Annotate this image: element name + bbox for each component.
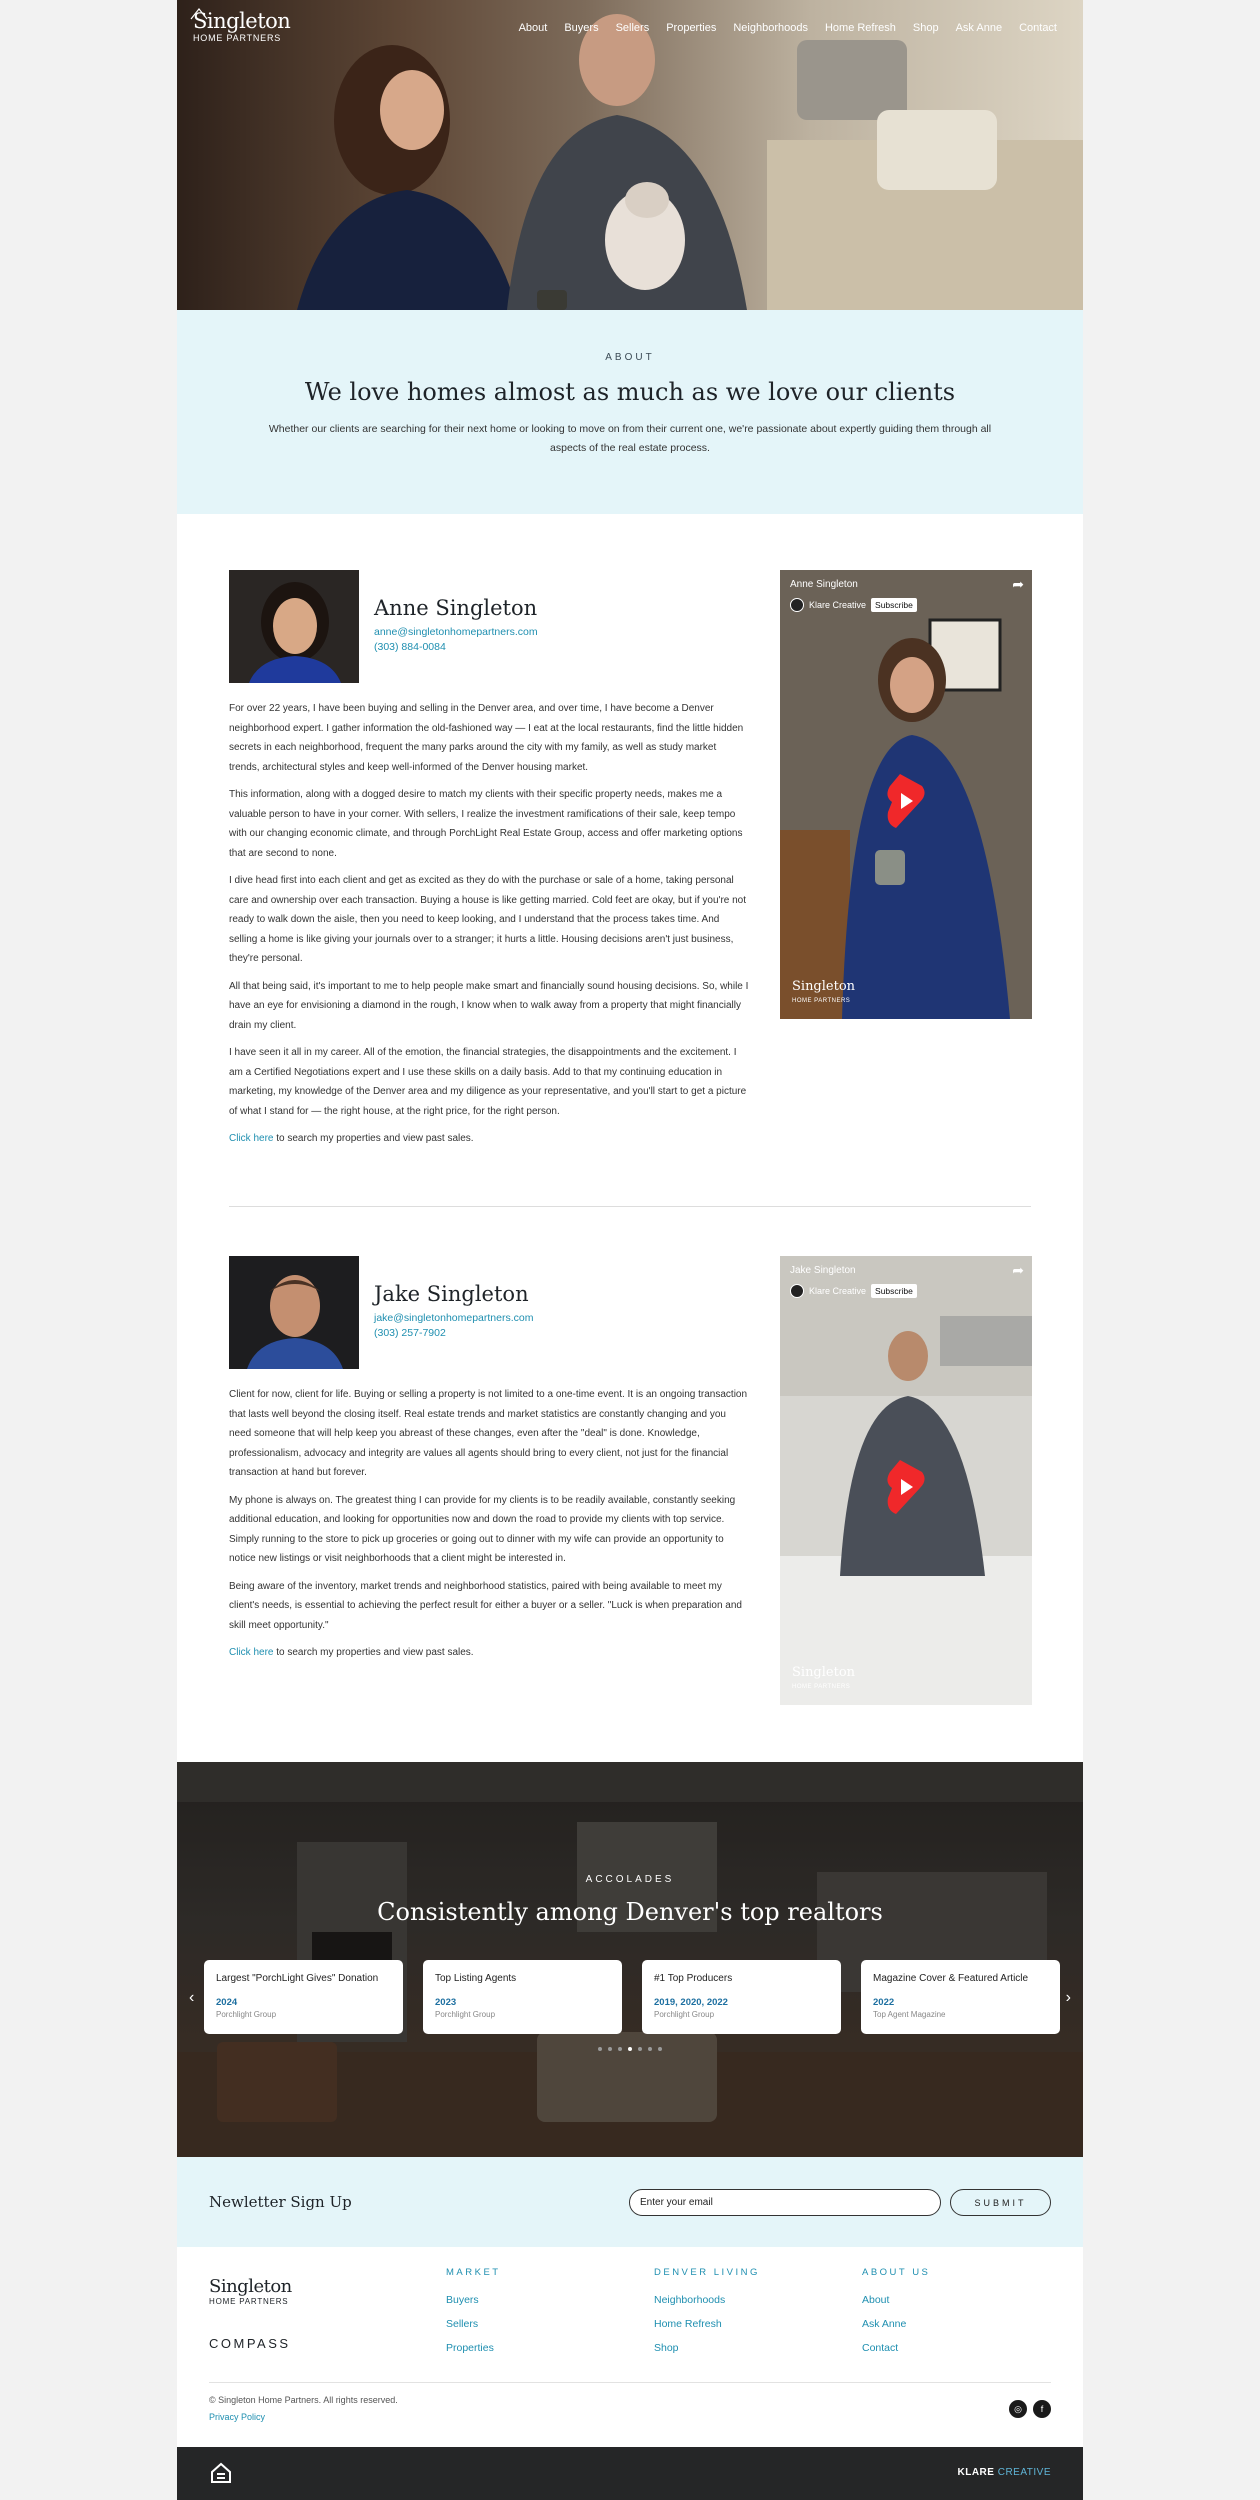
nav-sellers[interactable]: Sellers: [615, 22, 650, 34]
play-icon[interactable]: [882, 772, 928, 830]
equal-housing-icon: [209, 2461, 233, 2485]
submit-button[interactable]: SUBMIT: [950, 2189, 1051, 2216]
footer-link-neighborhoods[interactable]: Neighborhoods: [654, 2294, 726, 2306]
footer-logo-name: Singleton: [209, 2276, 292, 2297]
accolade-title: #1 Top Producers: [654, 1973, 733, 1984]
video-watermark: Singleton HOME PARTNERS: [792, 1665, 856, 1690]
nav-neighborhoods[interactable]: Neighborhoods: [733, 22, 808, 34]
anne-email-link[interactable]: anne@singletonhomepartners.com: [374, 626, 538, 638]
hero-banner: [177, 0, 1083, 310]
accolade-title: Magazine Cover & Featured Article: [873, 1973, 1029, 1984]
footer-divider: [209, 2382, 1051, 2383]
footer-heading: DENVER LIVING: [654, 2267, 760, 2278]
cta-text: to search my properties and view past sales.: [273, 1133, 474, 1144]
anne-name: Anne Singleton: [374, 596, 538, 620]
jake-name: Jake Singleton: [374, 1282, 529, 1306]
copyright: © Singleton Home Partners. All rights reserved.: [209, 2395, 398, 2405]
bottom-bar: [177, 2447, 1083, 2500]
video-channel: [790, 598, 917, 612]
footer-heading: ABOUT US: [862, 2267, 931, 2278]
accolade-title: Top Listing Agents: [435, 1973, 517, 1984]
credit-klare: KLARE: [957, 2467, 995, 2478]
carousel-dot[interactable]: [628, 2047, 632, 2051]
carousel-dot[interactable]: [658, 2047, 662, 2051]
about-eyebrow: ABOUT: [605, 352, 655, 363]
bio-paragraph: This information, along with a dogged desire to match my clients with their specific property needs, makes me a valuable person to have in your corner. With sellers, I realize the investment ramifications of their sale, keep tempo with our changing economic climate, and through PorchLight Real Estate Group, access and offer marketing options that are second to none.: [229, 789, 743, 859]
bio-paragraph: My phone is always on. The greatest thing I can provide for my clients is to be readily available, constantly seeking additional education, and looking for opportunities now and down the road to provide my clients with top service. Simply running to the store to pick up groceries or going out to dinner with my wife can provide an opportunity to notice new listings or visit neighborhoods that a client might be interested in.: [229, 1494, 736, 1564]
facebook-icon[interactable]: f: [1033, 2400, 1051, 2418]
bio-paragraph: For over 22 years, I have been buying and selling in the Denver area, and over time, I have become a Denver neighborhood expert. I gather information the old-fashioned way — I eat at the local restaurants, find the little hidden secrets in each neighborhood, frequent the many parks around the city with my family, as well as study market trends, architectural styles and keep well-informed of the Denver housing market.: [229, 703, 744, 773]
channel-avatar: [790, 598, 804, 612]
carousel-prev-button[interactable]: ‹: [189, 1989, 195, 2006]
play-icon[interactable]: [882, 1458, 928, 1516]
footer-link-home-refresh[interactable]: Home Refresh: [654, 2318, 722, 2330]
accolade-cards: [204, 1960, 1060, 2034]
carousel-dot[interactable]: [638, 2047, 642, 2051]
share-icon[interactable]: ➦: [1012, 1262, 1024, 1278]
cta-text: to search my properties and view past sales.: [273, 1647, 474, 1658]
anne-video-player[interactable]: [780, 570, 1032, 1019]
instagram-icon[interactable]: ◎: [1009, 2400, 1027, 2418]
footer-logo-subtitle: HOME PARTNERS: [209, 2297, 289, 2306]
jake-phone-link[interactable]: (303) 257-7902: [374, 1327, 446, 1339]
carousel-dots: [177, 2047, 1083, 2051]
subscribe-button[interactable]: Subscribe: [871, 598, 917, 612]
accolade-year: 2023: [435, 1997, 457, 2008]
main-nav: [519, 22, 1057, 34]
jake-email-link[interactable]: jake@singletonhomepartners.com: [374, 1312, 534, 1324]
bio-paragraph: All that being said, it's important to me to help people make smart and financially sound housing decisions. So, while I have an eye for envisioning a diamond in the rough, I know when to walk away from a property that might financially drain my client.: [229, 980, 749, 1031]
accolade-card: [861, 1960, 1060, 2034]
jake-click-here-link[interactable]: Click here: [229, 1647, 274, 1658]
house-roof-icon: [189, 6, 209, 20]
accolade-year: 2024: [216, 1997, 238, 2008]
footer-logo[interactable]: [209, 2277, 292, 2306]
carousel-dot[interactable]: [598, 2047, 602, 2051]
newsletter-title: Newletter Sign Up: [209, 2193, 352, 2211]
carousel-dot[interactable]: [608, 2047, 612, 2051]
footer-link-shop[interactable]: Shop: [654, 2342, 679, 2354]
bio-cta: [229, 1129, 749, 1149]
bio-paragraph: Client for now, client for life. Buying or selling a property is not limited to a one-time event. It is an ongoing transaction that lasts well beyond the closing itself. Real estate trends and market statistics are constantly changing and you need someone that will help keep you abreast of these changes, even after the "deal" is done. Knowledge, professionalism, advocacy and integrity are values all agents should bring to every client, not just for the financial transaction at hand but forever.: [229, 1389, 748, 1478]
channel-name: Klare Creative: [809, 1286, 867, 1296]
footer-link-contact[interactable]: Contact: [862, 2342, 899, 2354]
video-title: Anne Singleton: [790, 579, 858, 590]
anne-phone-link[interactable]: (303) 884-0084: [374, 641, 446, 653]
carousel-next-button[interactable]: ›: [1065, 1989, 1071, 2006]
about-section: [177, 310, 1083, 514]
nav-ask-anne[interactable]: Ask Anne: [955, 22, 1003, 34]
channel-name: Klare Creative: [809, 600, 867, 610]
accolade-year: 2022: [873, 1997, 895, 2008]
accolade-card: [204, 1960, 403, 2034]
accolade-source: Top Agent Magazine: [873, 2010, 946, 2019]
footer-link-ask-anne[interactable]: Ask Anne: [862, 2318, 907, 2330]
bio-cta: [229, 1643, 749, 1663]
jake-headshot: [229, 1256, 359, 1369]
accolades-section: [177, 1762, 1083, 2157]
nav-properties[interactable]: Properties: [666, 22, 717, 34]
jake-bio: [229, 1385, 749, 1671]
accolade-title: Largest "PorchLight Gives" Donation: [216, 1973, 379, 1984]
carousel-dot[interactable]: [618, 2047, 622, 2051]
footer-column-market: [446, 2267, 501, 2366]
jake-video-player[interactable]: [780, 1256, 1032, 1705]
newsletter-section: [177, 2157, 1083, 2247]
footer-link-properties[interactable]: Properties: [446, 2342, 494, 2354]
section-divider: [229, 1206, 1031, 1207]
accolade-card: [423, 1960, 622, 2034]
logo-name: Singleton: [193, 9, 291, 33]
footer-column-denver-living: [654, 2267, 760, 2366]
about-text: Whether our clients are searching for their next home or looking to move on from their current one, we're passionate about expertly guiding them through all aspects of the real estate process.: [268, 423, 992, 454]
accolades-heading: Consistently among Denver's top realtors: [377, 1898, 883, 1926]
email-input[interactable]: [629, 2189, 941, 2216]
hero-photo: [177, 0, 1083, 310]
footer-link-buyers[interactable]: Buyers: [446, 2294, 479, 2306]
agent-anne: [229, 570, 1031, 1170]
anne-headshot: [229, 570, 359, 683]
nav-home-refresh[interactable]: Home Refresh: [824, 22, 896, 34]
footer-column-about-us: [862, 2267, 930, 2366]
share-icon[interactable]: ➦: [1012, 576, 1024, 592]
channel-avatar: [790, 1284, 804, 1298]
accolade-source: Porchlight Group: [435, 2010, 496, 2019]
accolade-year: 2019, 2020, 2022: [654, 1997, 728, 2008]
anne-bio: [229, 699, 749, 1157]
bio-paragraph: Being aware of the inventory, market trends and neighborhood statistics, paired with being available to meet my client's needs, is essential to achieving the perfect result for either a buyer or a seller. "Luck is when preparation and skill meet opportunity.": [229, 1580, 742, 1631]
about-heading: We love homes almost as much as we love our clients: [304, 378, 956, 406]
video-title: Jake Singleton: [790, 1265, 856, 1276]
privacy-policy-link[interactable]: Privacy Policy: [209, 2412, 266, 2422]
carousel-dot[interactable]: [648, 2047, 652, 2051]
credit-creative: CREATIVE: [997, 2467, 1051, 2478]
bio-paragraph: I dive head first into each client and get as excited as they do with the purchase or sale of a home, taking personal care and ownership over each transaction. Buying a house is like getting married. Cold feet are okay, but if you're not ready to walk down the aisle, then you need to keep looking, and I understand that the process takes time. And selling a home is like giving your journals over to a stranger; it hurts a little. Housing decisions aren't just business, they're personal.: [229, 875, 747, 964]
accolade-source: Porchlight Group: [654, 2010, 715, 2019]
accolade-source: Porchlight Group: [216, 2010, 277, 2019]
page: [177, 0, 1083, 2500]
video-channel: [790, 1284, 917, 1298]
footer-heading: MARKET: [446, 2267, 501, 2278]
site-logo[interactable]: [193, 10, 290, 43]
footer-link-about[interactable]: About: [862, 2294, 890, 2306]
video-watermark: Singleton HOME PARTNERS: [792, 979, 856, 1004]
accolade-card: [642, 1960, 841, 2034]
nav-contact[interactable]: Contact: [1019, 22, 1057, 34]
footer-link-sellers[interactable]: Sellers: [446, 2318, 479, 2330]
anne-click-here-link[interactable]: Click here: [229, 1133, 274, 1144]
klare-creative-credit[interactable]: [957, 2467, 1051, 2478]
logo-subtitle: HOME PARTNERS: [193, 33, 282, 43]
nav-about[interactable]: About: [518, 22, 548, 34]
accolades-eyebrow: ACCOLADES: [585, 1874, 675, 1885]
agent-jake: [229, 1256, 1031, 1716]
nav-buyers[interactable]: Buyers: [564, 22, 599, 34]
footer: [177, 2247, 1083, 2447]
compass-logo: COMPASS: [209, 2336, 291, 2351]
bio-paragraph: I have seen it all in my career. All of the emotion, the financial strategies, the disappointments and the excitement. I am a Certified Negotiations expert and I use these skills on a daily basis. Add to that my continuing education in marketing, my knowledge of the Denver area and my diligence as your representative, and you'll start to get a picture of what I stand for — the right house, at the right price, for the right person.: [229, 1047, 747, 1117]
nav-shop[interactable]: Shop: [912, 22, 939, 34]
subscribe-button[interactable]: Subscribe: [871, 1284, 917, 1298]
